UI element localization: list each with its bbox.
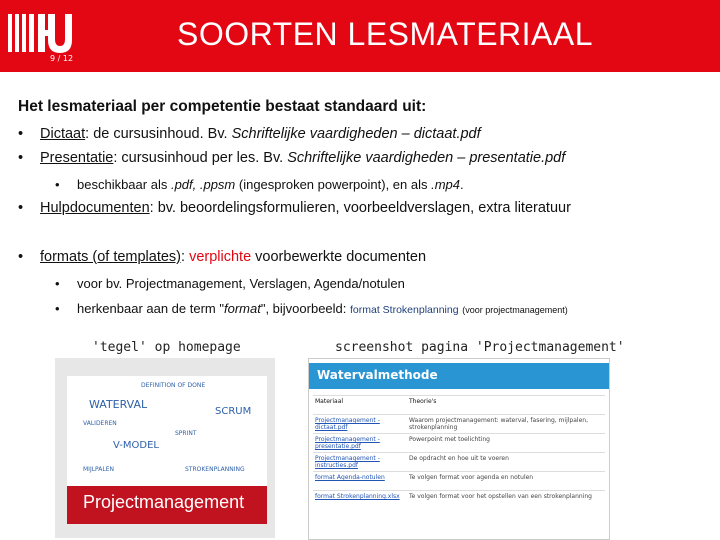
material-link[interactable]: format Agenda-notulen	[313, 472, 407, 491]
material-desc: Waarom projectmanagement: waterval, fasering, mijlpalen, strokenplanning	[407, 415, 605, 434]
col-materiaal: Materiaal	[313, 396, 407, 415]
dictaat-example: Schriftelijke vaardigheden – dictaat.pdf	[231, 126, 481, 142]
formats-text: voorbewerkte documenten	[251, 249, 427, 265]
tile-sprint: SPRINT	[175, 430, 197, 437]
table-row	[313, 472, 605, 491]
sub-formats-ext: .pdf, .ppsm	[170, 177, 236, 192]
sub-bullet-herkenbaar	[55, 301, 568, 316]
bullet-formats	[18, 249, 426, 265]
dictaat-text: : de cursusinhoud. Bv.	[85, 126, 232, 142]
material-link[interactable]: format Strokenplanning.xlsx	[313, 491, 407, 510]
formats-colon: :	[181, 249, 190, 265]
table-row	[313, 453, 605, 472]
bullet-icon: •	[55, 276, 60, 291]
sub-bullet-voor	[55, 276, 405, 291]
formats-required: verplichte	[189, 249, 252, 265]
tile-waterval: WATERVAL	[89, 398, 148, 411]
bullet-hulpdocumenten	[18, 200, 571, 216]
slide-header	[0, 0, 720, 72]
material-desc: Powerpoint met toelichting	[407, 434, 605, 453]
bullet-icon: •	[18, 200, 24, 216]
bullet-presentatie	[18, 150, 565, 166]
sub-herk-text: herkenbaar aan de term "	[77, 301, 224, 316]
sub-herk-text2: ", bijvoorbeeld:	[260, 301, 350, 316]
table-header-row	[313, 396, 605, 415]
sub-bullet-formats	[55, 177, 464, 192]
bullet-icon: •	[18, 150, 24, 166]
tile-definition: DEFINITION OF DONE	[141, 382, 206, 389]
formats-term: formats (of templates)	[40, 249, 182, 265]
tile-strokenplanning: STROKENPLANNING	[185, 466, 245, 473]
hu-logo	[8, 10, 72, 56]
tile-vmodel: V-MODEL	[113, 440, 159, 451]
tile-valideren: VALIDEREN	[83, 420, 117, 427]
tile-scrum: SCRUM	[215, 406, 252, 417]
material-desc: De opdracht en hoe uit te voeren	[407, 453, 605, 472]
tile-label-bar[interactable]	[67, 486, 267, 524]
page-title: SOORTEN LESMATERIAAL	[176, 16, 594, 52]
material-desc: Te volgen format voor het opstellen van een strokenplanning	[407, 491, 605, 510]
lead-text: Het lesmateriaal per competentie bestaat standaard uit:	[18, 98, 427, 115]
table-row	[313, 415, 605, 434]
caption-screenshot: screenshot pagina 'Projectmanagement'	[335, 340, 625, 355]
tile-mijlpalen: MIJLPALEN	[83, 466, 115, 473]
hulp-term: Hulpdocumenten	[40, 200, 150, 216]
tile-diagram	[67, 376, 267, 486]
homepage-tile-screenshot	[55, 358, 275, 538]
bullet-icon: •	[55, 177, 60, 192]
table-row	[313, 491, 605, 510]
presentatie-text: : cursusinhoud per les. Bv.	[113, 150, 288, 166]
sub-formats-text2: (ingesproken powerpoint), en als	[235, 177, 432, 192]
sub-herk-note: (voor projectmanagement)	[462, 305, 568, 315]
table-row	[313, 434, 605, 453]
sub-voor-text: voor bv. Projectmanagement, Verslagen, Agenda/notulen	[77, 276, 405, 291]
material-desc: Te volgen format voor agenda en notulen	[407, 472, 605, 491]
format-strokenplanning-example: format Strokenplanning	[350, 304, 459, 316]
presentatie-example: Schriftelijke vaardigheden – presentatie.pdf	[287, 150, 566, 166]
bullet-icon: •	[55, 301, 60, 316]
waterval-title: Watervalmethode	[317, 368, 438, 382]
sub-formats-end: .	[460, 177, 464, 192]
presentatie-term: Presentatie	[40, 150, 114, 166]
hulp-text: : bv. beoordelingsformulieren, voorbeeldverslagen, extra literatuur	[149, 200, 571, 216]
sub-herk-format: format	[223, 301, 261, 316]
col-theorie: Theorie's	[407, 396, 605, 415]
waterval-header-bar	[309, 363, 609, 389]
page-number: 9 / 12	[50, 54, 74, 63]
dictaat-term: Dictaat	[40, 126, 86, 142]
sub-formats-text: beschikbaar als	[77, 177, 171, 192]
sub-formats-mp4: .mp4	[431, 177, 461, 192]
bullet-dictaat	[18, 126, 481, 142]
bullet-icon: •	[18, 249, 24, 265]
projectmanagement-page-screenshot	[308, 358, 610, 540]
material-link[interactable]: Projectmanagement - presentatie.pdf	[313, 434, 407, 453]
material-link[interactable]: Projectmanagement - instructies.pdf	[313, 453, 407, 472]
material-link[interactable]: Projectmanagement - dictaat.pdf	[313, 415, 407, 434]
bullet-icon: •	[18, 126, 24, 142]
tile-label: Projectmanagement	[83, 492, 245, 512]
caption-tile: 'tegel' op homepage	[92, 340, 241, 355]
materials-table	[313, 395, 605, 509]
